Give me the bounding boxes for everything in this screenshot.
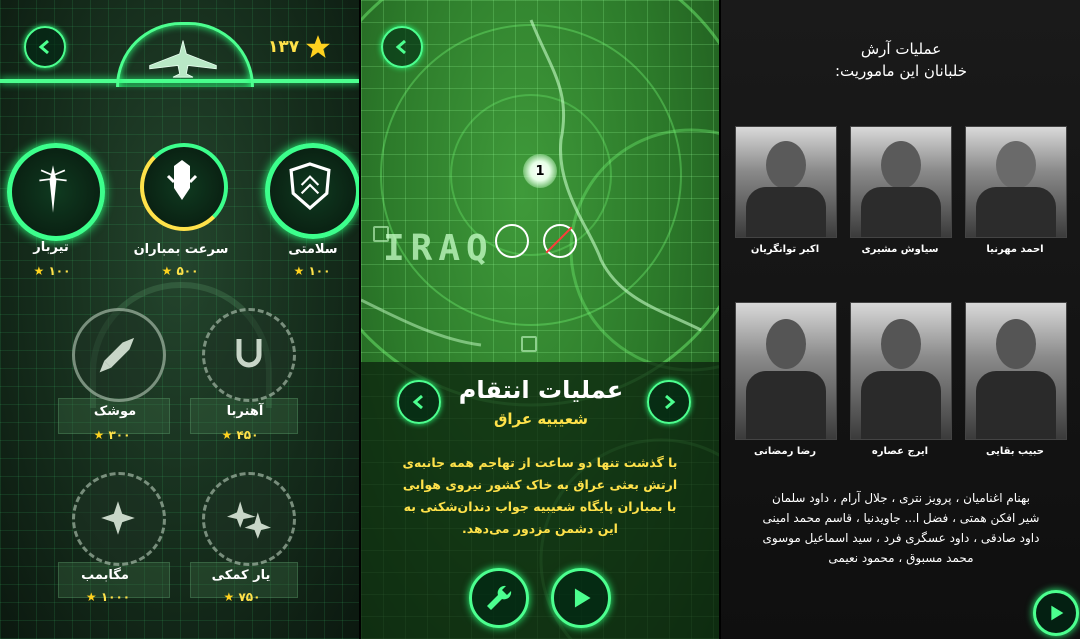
upgrade-wingman[interactable] xyxy=(202,472,296,566)
crew-line: داود صادقی ، داود عسگری فرد ، سید اسماعیل موسوی xyxy=(762,531,1040,545)
pilot-name: حبیب بقایی xyxy=(985,446,1045,457)
pilot-name: رضا رمضانی xyxy=(753,446,817,457)
shield-emblem-icon xyxy=(289,161,331,211)
mission-subtitle: شعیبیه عراق xyxy=(493,410,589,428)
upgrade-mega-bomb[interactable] xyxy=(72,472,166,566)
country-label: IRAQ xyxy=(383,228,494,269)
pilots-heading: خلبانان این ماموریت: xyxy=(835,62,967,80)
health-price: ★ ۱۰۰ xyxy=(293,264,331,278)
pilot-card xyxy=(965,302,1065,457)
bomb-icon xyxy=(162,155,202,207)
jet-icon xyxy=(133,35,233,81)
mission-title: عملیات انتقام xyxy=(458,376,624,404)
wingman-label: یار کمکی xyxy=(211,568,271,583)
magnet-price: ★ ۴۵۰ xyxy=(221,428,259,442)
machine-gun-label: تیربار xyxy=(33,240,69,255)
wrench-icon xyxy=(484,583,514,613)
pilot-name: اکبر توانگریان xyxy=(750,244,820,255)
pilot-photo xyxy=(965,302,1067,440)
plane-emblem xyxy=(116,22,254,87)
lock-icon-1 xyxy=(521,336,537,352)
magnet-icon xyxy=(229,333,269,373)
upgrade-health[interactable] xyxy=(262,143,360,243)
bullet-burst-icon xyxy=(36,161,70,217)
pilots-panel xyxy=(721,0,1080,639)
operation-title: عملیات آرش xyxy=(860,40,942,58)
star-counter xyxy=(268,34,331,60)
magnet-price-value: ۴۵۰ xyxy=(236,428,259,442)
pilot-photo xyxy=(965,126,1067,238)
pilot-name: ایرج عصاره xyxy=(871,446,929,457)
chevron-left-icon xyxy=(37,39,53,55)
next-mission-button[interactable] xyxy=(647,380,691,424)
pilot-card xyxy=(735,126,835,255)
pilot-card xyxy=(850,126,950,255)
pilot-name: احمد مهرنیا xyxy=(986,244,1044,255)
pilot-card xyxy=(965,126,1065,255)
bombing-speed-price-value: ۵۰۰ xyxy=(176,264,199,278)
bombing-speed-price: ★ ۵۰۰ xyxy=(161,264,199,278)
chevron-left-icon xyxy=(411,394,427,410)
pilot-photo xyxy=(735,302,837,440)
upgrade-missile[interactable] xyxy=(72,308,166,402)
pilot-card xyxy=(850,302,950,457)
upgrades-panel xyxy=(0,0,360,639)
play-icon xyxy=(568,585,594,611)
play-mission-button[interactable] xyxy=(551,568,611,628)
star-count: ۱۳۷ xyxy=(268,37,300,57)
play-icon xyxy=(1046,603,1066,623)
machine-gun-price-value: ۱۰۰ xyxy=(48,264,71,278)
upgrade-magnet[interactable] xyxy=(202,308,296,402)
description-line: این دشمن مزدور می‌دهد. xyxy=(462,521,618,536)
pilot-name: سیاوش مشیری xyxy=(861,244,939,255)
upgrade-shop-button[interactable] xyxy=(469,568,529,628)
health-label: سلامتی xyxy=(288,242,338,257)
back-button[interactable] xyxy=(381,26,423,68)
upgrade-machine-gun[interactable] xyxy=(4,143,104,283)
missile-price: ★ ۳۰۰ xyxy=(93,428,131,442)
missile-icon xyxy=(95,331,141,377)
star-icon xyxy=(305,34,331,60)
chevron-left-icon xyxy=(394,39,410,55)
mega-bomb-icon xyxy=(97,497,139,539)
lock-icon-2 xyxy=(373,226,389,242)
bombing-speed-label: سرعت بمباران xyxy=(133,242,229,257)
wingman-price-value: ۷۵۰ xyxy=(238,590,261,604)
mission-panel xyxy=(361,0,719,639)
pilot-photo xyxy=(850,302,952,440)
mega-bomb-price: ★ ۱۰۰۰ xyxy=(85,590,131,604)
missile-price-value: ۳۰۰ xyxy=(108,428,131,442)
description-line: ارتش بعثی عراق به خاک کشور نیروی هوایی xyxy=(402,477,678,492)
description-line: با گذشت تنها دو ساعت از تهاجم همه جانبه‌ی xyxy=(402,455,678,470)
previous-mission-button[interactable] xyxy=(397,380,441,424)
crew-line: بهنام اغنامیان ، پرویز نتری ، جلال آرام ، داود سلمان xyxy=(772,491,1030,505)
pilot-photo xyxy=(735,126,837,238)
back-button[interactable] xyxy=(24,26,66,68)
mission-marker[interactable] xyxy=(523,154,557,188)
chevron-right-icon xyxy=(661,394,677,410)
wingman-price: ★ ۷۵۰ xyxy=(223,590,261,604)
target-icon-a xyxy=(495,224,529,258)
crew-list xyxy=(737,488,1065,568)
target-icon-b xyxy=(543,224,577,258)
pilot-photo xyxy=(850,126,952,238)
mega-bomb-label: مگابمب xyxy=(81,568,129,583)
crew-line: محمد مسبوق ، محمود نعیمی xyxy=(828,551,974,565)
wingman-jets-icon xyxy=(227,497,271,541)
mission-marker-number: 1 xyxy=(535,163,545,179)
mission-description xyxy=(381,452,699,540)
upgrade-bombing-speed[interactable] xyxy=(137,143,237,243)
pilot-card xyxy=(735,302,835,457)
mega-bomb-price-value: ۱۰۰۰ xyxy=(100,590,131,604)
machine-gun-price: ★ ۱۰۰ xyxy=(33,264,71,278)
description-line: با بمباران پایگاه شعیبیه جواب دندان‌شکنی به xyxy=(403,499,677,514)
magnet-label: آهنربا xyxy=(226,404,264,419)
missile-label: موشک xyxy=(93,404,137,419)
health-price-value: ۱۰۰ xyxy=(308,264,331,278)
continue-button[interactable] xyxy=(1033,590,1079,636)
crew-line: شیر افکن همتی ، فضل ا... جاویدنیا ، قاسم محمد امینی xyxy=(762,511,1040,525)
